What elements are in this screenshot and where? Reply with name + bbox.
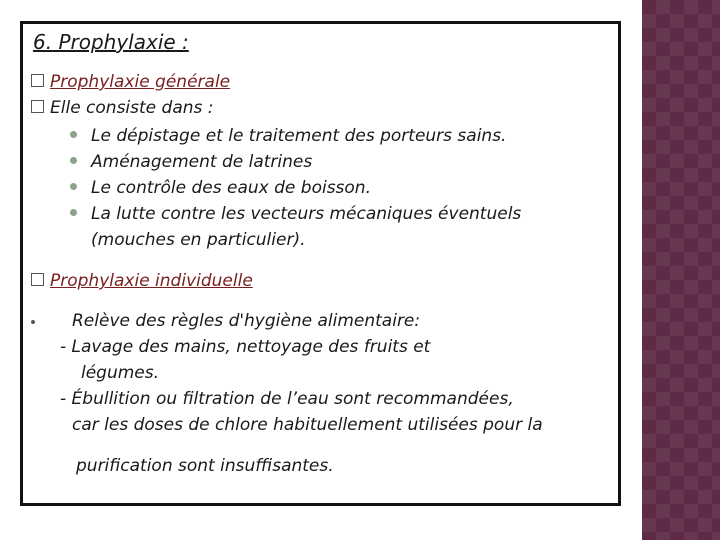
individual-line: Relève des règles d'hygiène alimentaire: xyxy=(72,311,421,331)
bullet-dot-icon xyxy=(70,157,77,164)
general-intro-row xyxy=(31,98,214,118)
bullet-dot-icon xyxy=(70,131,77,138)
general-intro: Elle consiste dans : xyxy=(50,98,214,118)
bullet-dot-icon xyxy=(70,183,77,190)
general-heading-row xyxy=(31,72,230,92)
individual-line: purification sont insuffisantes. xyxy=(76,456,334,476)
individual-heading: Prophylaxie individuelle xyxy=(50,271,253,291)
slide-title: 6. Prophylaxie : xyxy=(33,30,189,54)
decorative-sidebar xyxy=(642,0,720,540)
checkbox-square-icon xyxy=(31,100,44,113)
list-item: Le dépistage et le traitement des porteurs sains. xyxy=(70,126,506,146)
list-item: Le contrôle des eaux de boisson. xyxy=(70,178,371,198)
general-heading: Prophylaxie générale xyxy=(50,72,231,92)
individual-heading-row xyxy=(31,271,253,291)
individual-line: car les doses de chlore habituellement utilisées pour la xyxy=(72,415,543,435)
checkbox-square-icon xyxy=(31,74,44,87)
bullet-dot-icon xyxy=(70,209,77,216)
checkbox-square-icon xyxy=(31,273,44,286)
list-item: Aménagement de latrines xyxy=(70,152,312,172)
list-item-continuation: (mouches en particulier). xyxy=(91,230,306,250)
individual-line: légumes. xyxy=(81,363,160,383)
bullet-dot-icon xyxy=(31,320,35,324)
individual-line: - Lavage des mains, nettoyage des fruits et xyxy=(60,337,431,357)
individual-line: - Ébullition ou filtration de l’eau sont recommandées, xyxy=(60,389,514,409)
list-item: La lutte contre les vecteurs mécaniques éventuels xyxy=(70,204,521,224)
